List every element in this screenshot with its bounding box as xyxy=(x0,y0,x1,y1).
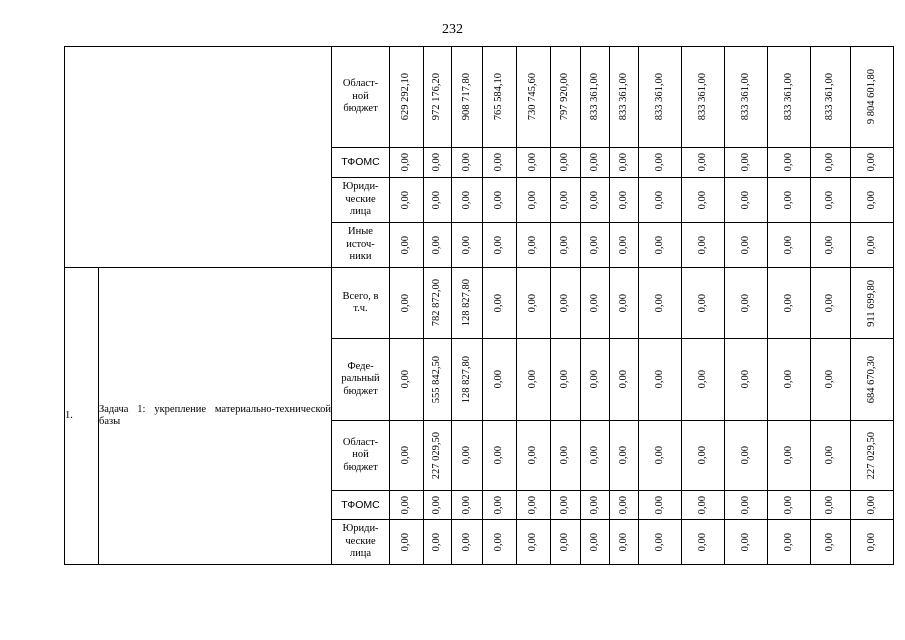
value-cell xyxy=(551,148,581,178)
value-text: 0,00 xyxy=(559,532,571,552)
value-cell xyxy=(551,520,581,565)
value-text: 0,00 xyxy=(865,153,877,172)
value-text: 0,00 xyxy=(696,370,708,389)
value-cell xyxy=(811,47,851,148)
value-cell xyxy=(517,339,551,421)
value-cell xyxy=(682,178,725,223)
value-text: 0,00 xyxy=(493,153,505,172)
value-text: 0,00 xyxy=(696,495,708,515)
value-text: 0,00 xyxy=(493,495,505,515)
value-cell xyxy=(424,268,452,339)
value-cell xyxy=(725,268,768,339)
value-cell xyxy=(851,47,894,148)
value-text: 0,00 xyxy=(696,190,708,210)
value-text: 0,00 xyxy=(400,532,412,552)
value-text: 0,00 xyxy=(431,153,443,172)
source-label-tfoms: ТФОМС xyxy=(332,148,390,178)
value-text: 0,00 xyxy=(460,190,472,210)
value-text: 730 745,60 xyxy=(527,73,539,121)
value-cell xyxy=(390,223,424,268)
value-text: 0,00 xyxy=(527,370,539,389)
value-cell xyxy=(581,148,610,178)
value-cell xyxy=(551,223,581,268)
value-text: 0,00 xyxy=(559,495,571,515)
value-text: 0,00 xyxy=(782,370,794,389)
value-cell xyxy=(452,268,483,339)
value-cell xyxy=(768,268,811,339)
value-cell xyxy=(483,491,517,520)
value-text: 0,00 xyxy=(653,370,665,389)
value-text: 0,00 xyxy=(460,153,472,172)
value-cell xyxy=(483,421,517,491)
value-cell xyxy=(424,520,452,565)
value-cell xyxy=(517,178,551,223)
value-text: 0,00 xyxy=(865,532,877,552)
value-cell xyxy=(424,148,452,178)
value-text: 782 872,00 xyxy=(431,279,443,327)
value-cell xyxy=(517,47,551,148)
value-cell xyxy=(682,223,725,268)
value-cell xyxy=(390,268,424,339)
value-cell xyxy=(551,339,581,421)
value-cell xyxy=(682,268,725,339)
value-text: 0,00 xyxy=(824,495,836,515)
value-text: 0,00 xyxy=(559,190,571,210)
value-text: 0,00 xyxy=(865,190,877,210)
value-text: 0,00 xyxy=(493,370,505,389)
value-cell xyxy=(768,520,811,565)
value-cell xyxy=(610,47,639,148)
value-text: 0,00 xyxy=(824,370,836,389)
value-text: 0,00 xyxy=(739,293,751,313)
value-text: 0,00 xyxy=(559,293,571,313)
value-text: 0,00 xyxy=(865,495,877,515)
value-text: 0,00 xyxy=(653,153,665,172)
value-text: 0,00 xyxy=(493,190,505,210)
value-cell xyxy=(390,339,424,421)
value-text: 797 920,00 xyxy=(559,73,571,121)
value-cell xyxy=(483,47,517,148)
value-cell xyxy=(610,339,639,421)
value-text: 911 699,80 xyxy=(865,279,877,327)
value-cell xyxy=(811,520,851,565)
source-label-tfoms: ТФОМС xyxy=(332,491,390,520)
value-cell xyxy=(851,178,894,223)
value-text: 0,00 xyxy=(400,495,412,515)
value-text: 684 670,30 xyxy=(865,355,877,404)
value-cell xyxy=(811,268,851,339)
value-text: 0,00 xyxy=(431,532,443,552)
value-text: 0,00 xyxy=(617,446,629,465)
value-cell xyxy=(851,268,894,339)
value-text: 0,00 xyxy=(527,190,539,210)
value-cell xyxy=(452,339,483,421)
value-text: 9 804 601,80 xyxy=(865,69,877,125)
value-text: 0,00 xyxy=(617,235,629,255)
value-cell xyxy=(851,491,894,520)
value-text: 0,00 xyxy=(588,235,600,255)
value-cell xyxy=(768,178,811,223)
value-cell xyxy=(517,520,551,565)
value-text: 0,00 xyxy=(782,495,794,515)
budget-table-body xyxy=(65,47,894,565)
page-number: 232 xyxy=(442,22,463,37)
value-cell xyxy=(581,223,610,268)
value-text: 0,00 xyxy=(653,293,665,313)
value-cell xyxy=(811,421,851,491)
task-number: 1. xyxy=(65,268,99,565)
value-cell xyxy=(682,339,725,421)
value-text: 0,00 xyxy=(696,235,708,255)
source-label-oblast: Област- ной бюджет xyxy=(332,421,390,491)
value-cell xyxy=(725,421,768,491)
value-text: 0,00 xyxy=(824,293,836,313)
value-text: 0,00 xyxy=(696,532,708,552)
task-title: Задача 1: укрепление материально-технической базы xyxy=(99,268,332,565)
value-text: 0,00 xyxy=(739,370,751,389)
value-text: 0,00 xyxy=(588,293,600,313)
value-cell xyxy=(725,223,768,268)
value-cell xyxy=(725,148,768,178)
continued-description-cell xyxy=(65,47,332,268)
value-cell xyxy=(517,421,551,491)
value-text: 0,00 xyxy=(460,532,472,552)
value-text: 833 361,00 xyxy=(653,73,665,121)
value-text: 0,00 xyxy=(696,446,708,465)
value-cell xyxy=(551,491,581,520)
value-cell xyxy=(725,339,768,421)
value-text: 0,00 xyxy=(588,495,600,515)
value-cell xyxy=(390,148,424,178)
value-text: 0,00 xyxy=(739,532,751,552)
value-cell xyxy=(581,491,610,520)
continued-row xyxy=(65,47,894,148)
value-cell xyxy=(424,47,452,148)
value-cell xyxy=(390,491,424,520)
value-cell xyxy=(551,421,581,491)
value-text: 0,00 xyxy=(559,370,571,389)
value-cell xyxy=(424,339,452,421)
value-text: 0,00 xyxy=(782,235,794,255)
value-text: 0,00 xyxy=(739,235,751,255)
value-text: 0,00 xyxy=(617,532,629,552)
value-text: 0,00 xyxy=(653,235,665,255)
value-text: 833 361,00 xyxy=(588,73,600,121)
value-text: 0,00 xyxy=(493,293,505,313)
value-cell xyxy=(768,223,811,268)
value-cell xyxy=(610,223,639,268)
value-text: 833 361,00 xyxy=(696,73,708,121)
value-text: 0,00 xyxy=(617,190,629,210)
value-cell xyxy=(768,491,811,520)
value-cell xyxy=(639,178,682,223)
value-text: 629 292,10 xyxy=(400,73,412,121)
value-cell xyxy=(390,520,424,565)
value-cell xyxy=(768,47,811,148)
value-cell xyxy=(581,339,610,421)
value-text: 0,00 xyxy=(588,153,600,172)
value-cell xyxy=(682,520,725,565)
value-text: 0,00 xyxy=(653,190,665,210)
value-cell xyxy=(581,520,610,565)
value-cell xyxy=(768,421,811,491)
value-text: 0,00 xyxy=(460,446,472,465)
value-cell xyxy=(725,520,768,565)
value-cell xyxy=(768,339,811,421)
value-text: 0,00 xyxy=(400,293,412,313)
value-text: 0,00 xyxy=(559,446,571,465)
value-text: 0,00 xyxy=(588,446,600,465)
source-label-oblast: Област- ной бюджет xyxy=(332,47,390,148)
budget-table xyxy=(64,46,894,565)
value-cell xyxy=(581,421,610,491)
value-cell xyxy=(811,178,851,223)
value-text: 0,00 xyxy=(824,190,836,210)
value-text: 908 717,80 xyxy=(460,73,472,121)
value-cell xyxy=(639,421,682,491)
value-text: 0,00 xyxy=(824,235,836,255)
value-cell xyxy=(725,178,768,223)
value-text: 0,00 xyxy=(782,190,794,210)
value-text: 0,00 xyxy=(739,495,751,515)
value-text: 0,00 xyxy=(824,446,836,465)
value-cell xyxy=(639,339,682,421)
value-text: 0,00 xyxy=(493,532,505,552)
value-text: 128 827,80 xyxy=(460,355,472,404)
value-cell xyxy=(682,148,725,178)
value-cell xyxy=(851,223,894,268)
value-text: 765 584,10 xyxy=(493,73,505,121)
value-cell xyxy=(424,421,452,491)
value-text: 0,00 xyxy=(559,153,571,172)
value-cell xyxy=(424,491,452,520)
value-text: 0,00 xyxy=(865,235,877,255)
value-text: 0,00 xyxy=(431,235,443,255)
value-cell xyxy=(682,47,725,148)
value-text: 0,00 xyxy=(431,190,443,210)
value-cell xyxy=(811,491,851,520)
value-text: 0,00 xyxy=(696,153,708,172)
value-cell xyxy=(452,178,483,223)
value-text: 833 361,00 xyxy=(739,73,751,121)
value-text: 833 361,00 xyxy=(824,73,836,121)
value-cell xyxy=(610,268,639,339)
value-cell xyxy=(639,491,682,520)
value-text: 0,00 xyxy=(527,446,539,465)
value-cell xyxy=(452,520,483,565)
value-cell xyxy=(517,148,551,178)
value-text: 0,00 xyxy=(431,495,443,515)
value-text: 0,00 xyxy=(617,293,629,313)
value-text: 0,00 xyxy=(400,153,412,172)
value-text: 0,00 xyxy=(588,532,600,552)
value-text: 0,00 xyxy=(400,235,412,255)
value-cell xyxy=(390,47,424,148)
value-text: 0,00 xyxy=(653,532,665,552)
value-cell xyxy=(390,421,424,491)
value-cell xyxy=(551,47,581,148)
value-text: 0,00 xyxy=(824,532,836,552)
value-text: 0,00 xyxy=(527,293,539,313)
source-label-total: Всего, в т.ч. xyxy=(332,268,390,339)
value-cell xyxy=(483,148,517,178)
value-text: 0,00 xyxy=(782,293,794,313)
value-cell xyxy=(725,47,768,148)
value-cell xyxy=(483,520,517,565)
value-cell xyxy=(551,268,581,339)
task-row xyxy=(65,268,894,339)
value-cell xyxy=(610,520,639,565)
value-cell xyxy=(639,47,682,148)
value-text: 0,00 xyxy=(588,370,600,389)
value-text: 0,00 xyxy=(782,153,794,172)
value-text: 0,00 xyxy=(739,153,751,172)
value-text: 0,00 xyxy=(527,495,539,515)
value-text: 833 361,00 xyxy=(782,73,794,121)
value-text: 128 827,80 xyxy=(460,279,472,327)
value-cell xyxy=(639,268,682,339)
value-cell xyxy=(452,491,483,520)
value-text: 0,00 xyxy=(527,532,539,552)
value-cell xyxy=(424,223,452,268)
value-cell xyxy=(452,148,483,178)
value-text: 0,00 xyxy=(493,446,505,465)
value-cell xyxy=(639,223,682,268)
value-text: 0,00 xyxy=(617,153,629,172)
value-text: 0,00 xyxy=(653,495,665,515)
value-cell xyxy=(811,339,851,421)
value-cell xyxy=(483,178,517,223)
value-cell xyxy=(483,339,517,421)
source-label-federal: Феде- ральный бюджет xyxy=(332,339,390,421)
value-text: 555 842,50 xyxy=(431,355,443,404)
value-cell xyxy=(851,421,894,491)
value-cell xyxy=(682,491,725,520)
value-cell xyxy=(581,47,610,148)
value-cell xyxy=(768,148,811,178)
value-cell xyxy=(851,339,894,421)
value-text: 0,00 xyxy=(696,293,708,313)
value-text: 0,00 xyxy=(493,235,505,255)
value-cell xyxy=(682,421,725,491)
value-text: 972 176,20 xyxy=(431,73,443,121)
value-cell xyxy=(811,148,851,178)
value-cell xyxy=(725,491,768,520)
value-cell xyxy=(639,520,682,565)
value-text: 0,00 xyxy=(739,190,751,210)
value-cell xyxy=(610,148,639,178)
value-text: 0,00 xyxy=(588,190,600,210)
value-cell xyxy=(581,178,610,223)
value-text: 0,00 xyxy=(527,153,539,172)
value-cell xyxy=(517,491,551,520)
value-cell xyxy=(851,520,894,565)
value-cell xyxy=(483,223,517,268)
value-text: 0,00 xyxy=(617,495,629,515)
value-text: 0,00 xyxy=(782,532,794,552)
value-cell xyxy=(639,148,682,178)
value-text: 0,00 xyxy=(460,495,472,515)
value-text: 833 361,00 xyxy=(617,73,629,121)
value-text: 0,00 xyxy=(617,370,629,389)
value-text: 0,00 xyxy=(739,446,751,465)
value-cell xyxy=(424,178,452,223)
value-cell xyxy=(610,491,639,520)
source-label-other: Иные источ- ники xyxy=(332,223,390,268)
value-cell xyxy=(851,148,894,178)
source-label-legal: Юриди- ческие лица xyxy=(332,178,390,223)
value-cell xyxy=(483,268,517,339)
value-cell xyxy=(551,178,581,223)
source-label-legal: Юриди- ческие лица xyxy=(332,520,390,565)
value-text: 0,00 xyxy=(559,235,571,255)
value-cell xyxy=(610,421,639,491)
value-text: 0,00 xyxy=(400,190,412,210)
value-text: 0,00 xyxy=(527,235,539,255)
value-text: 0,00 xyxy=(400,446,412,465)
value-cell xyxy=(452,223,483,268)
value-text: 0,00 xyxy=(400,370,412,389)
value-text: 227 029,50 xyxy=(431,431,443,480)
value-cell xyxy=(517,268,551,339)
value-cell xyxy=(452,47,483,148)
value-cell xyxy=(811,223,851,268)
value-text: 0,00 xyxy=(653,446,665,465)
value-text: 227 029,50 xyxy=(865,431,877,480)
value-cell xyxy=(452,421,483,491)
value-cell xyxy=(517,223,551,268)
value-text: 0,00 xyxy=(824,153,836,172)
value-cell xyxy=(390,178,424,223)
value-cell xyxy=(610,178,639,223)
value-text: 0,00 xyxy=(460,235,472,255)
value-cell xyxy=(581,268,610,339)
value-text: 0,00 xyxy=(782,446,794,465)
